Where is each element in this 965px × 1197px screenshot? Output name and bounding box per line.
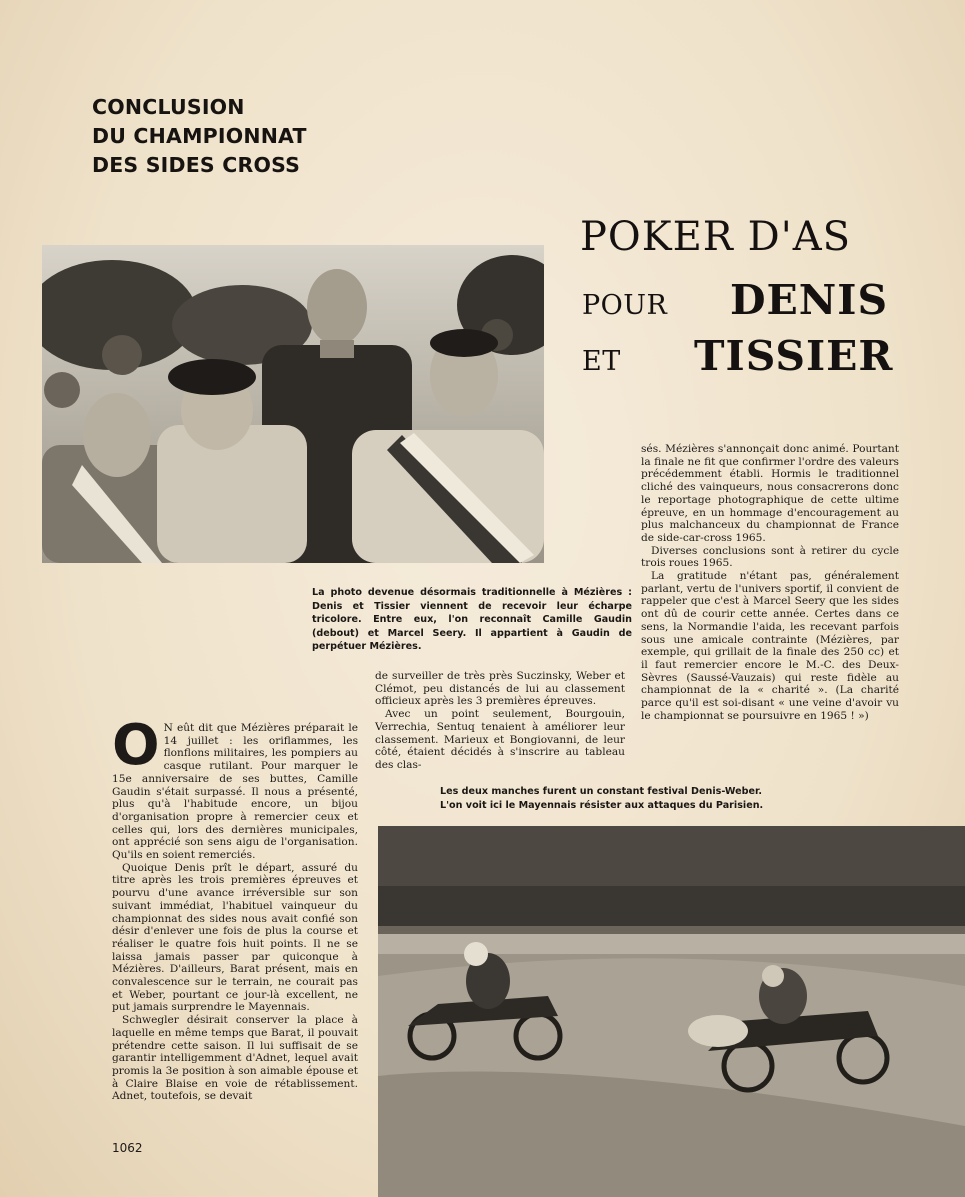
headline-line-1: POKER D'AS (580, 214, 851, 260)
winners-photo-illustration (42, 245, 544, 563)
article-column-1 (112, 713, 358, 1103)
race-photo-illustration (378, 826, 965, 1197)
article-column-2 (375, 670, 625, 772)
article-paragraph: Schwegler désirait conserver la place à laquelle en même temps que Barat, il pouvait prétendre cette saison. Il lui suffisait de se garantir intelligemment d'Adnet, lequel avait promis la 3e position à son aimable épouse et à Claire Blaise en voie de rétablissement. Adnet, toutefois, se devait (112, 1014, 358, 1103)
article-paragraph: La gratitude n'étant pas, généralement parlant, vertu de l'univers sportif, il convient de rappeler que c'est à Marcel Seery que les sides ont dû de courir cette année. Certes dans ce sens, la Normandie l'aida, les recevant parfois sous une amicale contrainte (Mézières, par exemple, qui grillait de la finale des 250 cc) et il faut remercier encore le M.-C. des Deux-Sèvres (Saussé-Vauzais) qui reste fidèle au championnat de la « charité ». (La charité parce qu'il est soi-disant « une veine d'avoir vu le championnat se poursuivre en 1965 ! ») (641, 570, 899, 722)
headline-pour: POUR (582, 290, 668, 321)
winners-photo (42, 245, 544, 563)
headline-denis: DENIS (730, 276, 889, 324)
article-paragraph: sés. Mézières s'annonçait donc animé. Pourtant la finale ne fit que confirmer l'ordre des valeurs précédemment établi. Hormis le traditionnel cliché des vainqueurs, nous consacrerons donc le reportage photographique de cette ultime épreuve, en un hommage d'encouragement au plus malchanceux du championnat de France de side-car-cross 1965. (641, 443, 899, 544)
article-paragraph (112, 713, 358, 862)
race-photo-caption (440, 785, 840, 812)
race-photo (378, 826, 965, 1197)
headline-et: ET (582, 346, 621, 377)
kicker-line-1: CONCLUSION (92, 95, 245, 119)
headline-tissier: TISSIER (694, 332, 894, 380)
article-paragraph: Quoique Denis prît le départ, assuré du titre après les trois premières épreuves et pourvu d'une avance irréversible sur son suivant immédiat, l'habituel vainqueur du championnat des sides nous avait confié son désir d'enlever une fois de plus la course et réaliser le quatre fois huit points. Il ne se laissa jamais passer par quiconque à Mézières. D'ailleurs, Barat présent, mais en convalescence sur le terrain, ne courait pas et Weber, pourtant ce jour-là excellent, ne put jamais surprendre le Mayennais. (112, 861, 358, 1014)
article-paragraph: Diverses conclusions sont à retirer du cycle trois roues 1965. (641, 544, 899, 570)
section-kicker (92, 93, 392, 180)
kicker-line-3: DES SIDES CROSS (92, 153, 301, 177)
page-number: 1062 (112, 1141, 143, 1155)
article-paragraph-text: N eût dit que Mézières préparait le 14 juillet : les oriflammes, les flonflons militaires, les pompiers au casque rutilant. Pour marquer le 15e anniversaire de ses buttes, Camille Gaudin s'était surpassé. Il nous a présenté, plus qu'à l'habitude encore, un bijou d'organisation propre à remercier ceux et celles qui, lors des dernières municipales, ont apprécié son sens aigu de l'organisation. Qu'ils en soient remerciés. (112, 722, 358, 862)
race-caption-line-1: Les deux manches furent un constant festival Denis-Weber. (440, 786, 763, 797)
article-paragraph: de surveiller de très près Suczinsky, Weber et Clémot, peu distancés de lui au classement officieux après les 3 premières épreuves. (375, 670, 625, 708)
article-column-3 (641, 443, 899, 722)
drop-cap: O (112, 713, 160, 778)
kicker-line-2: DU CHAMPIONNAT (92, 124, 307, 148)
winners-photo-caption: La photo devenue désormais traditionnelle à Mézières : Denis et Tissier viennent de recevoir leur écharpe tricolore. Entre eux, l'on reconnaît Camille Gaudin (debout) et Marcel Seery. Il appartient à Gaudin de perpétuer Mézières. (312, 587, 632, 652)
article-paragraph: Avec un point seulement, Bourgouin, Verrechia, Sentuq tenaient à améliorer leur classement. Marieux et Bongiovanni, de leur côté, étaient décidés à s'inscrire au tableau des clas- (375, 708, 625, 771)
race-caption-line-2: L'on voit ici le Mayennais résister aux attaques du Parisien. (440, 799, 764, 811)
